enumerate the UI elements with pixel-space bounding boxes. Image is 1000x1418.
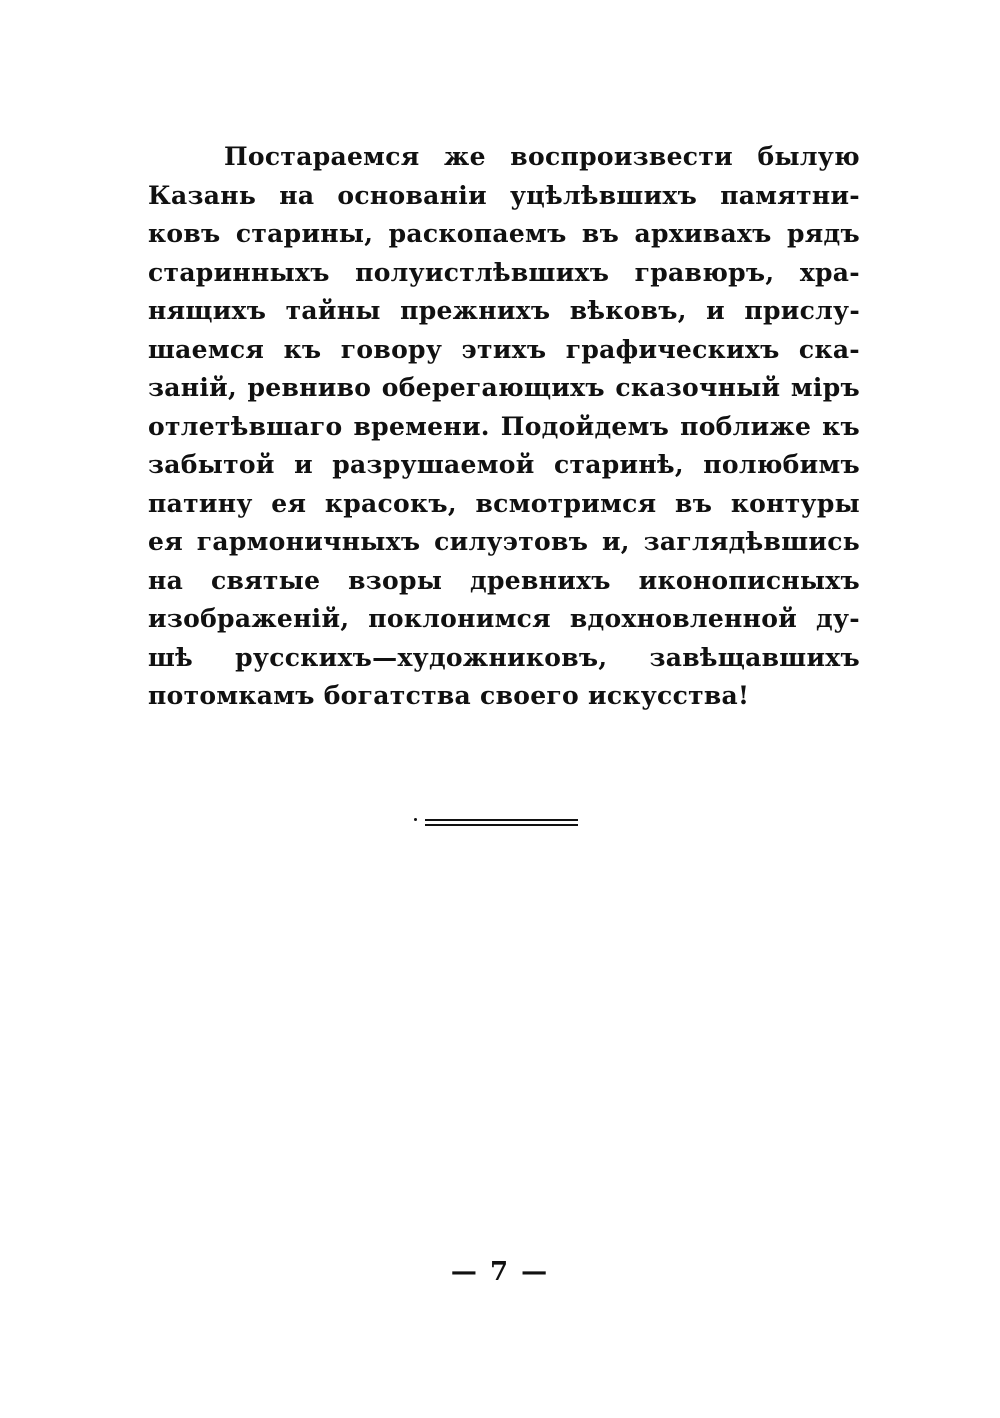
- paragraph-line: Постараемся же воспроизвести былую: [224, 142, 860, 171]
- body-paragraph: [148, 138, 860, 716]
- paragraph-line: отлетѣвшаго времени. Подойдемъ поближе къ: [148, 411, 860, 441]
- paragraph-line: изображенiй, поклонимся вдохновленной ду-: [148, 604, 860, 633]
- paragraph-line: Казань на основанiи уцѣлѣвшихъ памятни-: [148, 180, 860, 210]
- paragraph-line: забытой и разрушаемой старинѣ, полюбимъ: [148, 450, 860, 479]
- paragraph-line: нящихъ тайны прежнихъ вѣковъ, и прислу-: [148, 296, 860, 325]
- paragraph-line: старинныхъ полуистлѣвшихъ гравюръ, хра-: [148, 257, 860, 287]
- paragraph-line: шѣ русскихъ—художниковъ, завѣщавшихъ: [148, 642, 860, 672]
- paragraph-line: ея гармоничныхъ силуэтовъ и, заглядѣвшись: [148, 527, 860, 556]
- ornament-dot: [414, 818, 417, 821]
- page-number: — 7 —: [450, 1257, 550, 1287]
- paragraph-line: патину ея красокъ, всмотримся въ контуры: [148, 488, 860, 518]
- paragraph-line: шаемся къ говору этихъ графическихъ ска-: [148, 334, 860, 364]
- section-end-ornament: [425, 818, 578, 828]
- ornament-rule: [425, 824, 578, 826]
- paragraph-line: занiй, ревниво оберегающихъ сказочный мiръ: [148, 373, 860, 402]
- paragraph-line: потомкамъ богатства своего искусства!: [148, 681, 750, 710]
- paragraph-line: на святые взоры древнихъ иконописныхъ: [148, 565, 860, 595]
- paragraph-line: ковъ старины, раскопаемъ въ архивахъ рядъ: [148, 219, 860, 248]
- ornament-rule: [425, 819, 578, 821]
